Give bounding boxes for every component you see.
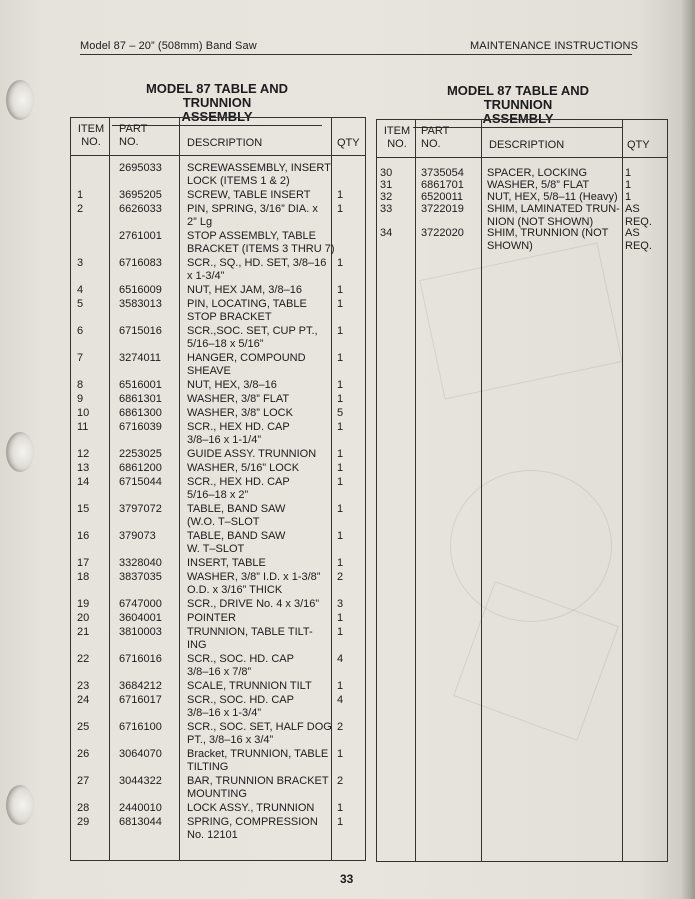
header-divider xyxy=(377,157,667,158)
item-number: 12 xyxy=(77,448,90,460)
part-number: 3274011 xyxy=(119,352,162,364)
part-description: SHIM, TRUNNION (NOT SHOWN) xyxy=(487,227,609,252)
part-number: 6861300 xyxy=(119,407,162,419)
item-number: 31 xyxy=(380,179,393,191)
quantity: 5 xyxy=(337,407,344,419)
part-number: 6861200 xyxy=(119,462,162,474)
part-number: 3328040 xyxy=(119,557,162,569)
item-number: 29 xyxy=(77,816,90,828)
col-header-description: DESCRIPTION xyxy=(187,137,263,149)
quantity: 1 xyxy=(337,257,344,269)
page-edge-shadow xyxy=(681,0,695,899)
part-description: SPACER, LOCKING xyxy=(487,167,588,179)
part-number: 3797072 xyxy=(119,503,162,515)
item-number: 22 xyxy=(77,653,90,665)
part-description: SCR.,SOC. SET, CUP PT., 5/16–18 x 5/16” xyxy=(187,325,318,350)
part-number: 6715016 xyxy=(119,325,162,337)
quantity: AS REQ. xyxy=(625,203,652,228)
part-description: STOP ASSEMBLY, TABLE BRACKET (ITEMS 3 THRU 7) xyxy=(187,230,335,255)
item-number: 7 xyxy=(77,352,84,364)
quantity: 3 xyxy=(337,598,344,610)
part-description: POINTER xyxy=(187,612,236,624)
quantity: 1 xyxy=(337,284,344,296)
item-number: 15 xyxy=(77,503,90,515)
item-number: 16 xyxy=(77,530,90,542)
part-description: PIN, LOCATING, TABLE STOP BRACKET xyxy=(187,298,307,323)
left-title-line1: MODEL 87 TABLE AND TRUNNION xyxy=(145,81,289,110)
quantity: 4 xyxy=(337,653,344,665)
item-number: 1 xyxy=(77,189,84,201)
part-description: SCR., SOC. SET, HALF DOG PT., 3/8–16 x 3/4” xyxy=(187,721,332,746)
part-description: INSERT, TABLE xyxy=(187,557,266,569)
part-description: SCREWASSEMBLY, INSERT LOCK (ITEMS 1 & 2) xyxy=(187,162,331,187)
part-number: 6626033 xyxy=(119,203,162,215)
item-number: 13 xyxy=(77,462,90,474)
part-description: WASHER, 3/8” LOCK xyxy=(187,407,293,419)
part-description: SHIM, LAMINATED TRUN- NION (NOT SHOWN) xyxy=(487,203,620,228)
right-title-line1: MODEL 87 TABLE AND TRUNNION xyxy=(446,83,590,112)
quantity: 1 xyxy=(337,448,344,460)
quantity: 1 xyxy=(625,167,632,179)
part-description: TABLE, BAND SAW (W.O. T–SLOT xyxy=(187,503,286,528)
quantity: 1 xyxy=(337,189,344,201)
part-description: GUIDE ASSY. TRUNNION xyxy=(187,448,317,460)
item-number: 26 xyxy=(77,748,90,760)
part-description: WASHER, 3/8” FLAT xyxy=(187,393,290,405)
item-number: 19 xyxy=(77,598,90,610)
quantity: 1 xyxy=(625,179,632,191)
item-number: 32 xyxy=(380,191,393,203)
quantity: 1 xyxy=(337,626,344,638)
part-description: SCR., SOC. HD. CAP 3/8–16 x 7/8” xyxy=(187,653,294,678)
col-header-part: PART NO. xyxy=(119,123,148,148)
part-number: 2253025 xyxy=(119,448,162,460)
col-divider xyxy=(179,118,180,860)
page-number: 33 xyxy=(340,872,354,886)
item-number: 18 xyxy=(77,571,90,583)
item-number: 14 xyxy=(77,476,90,488)
part-number: 2695033 xyxy=(119,162,162,174)
item-number: 5 xyxy=(77,298,84,310)
part-number: 6747000 xyxy=(119,598,162,610)
part-description: SCR., DRIVE No. 4 x 3/16” xyxy=(187,598,320,610)
col-divider xyxy=(622,120,623,861)
header-left: Model 87 – 20” (508mm) Band Saw xyxy=(80,40,257,52)
quantity: 1 xyxy=(337,680,344,692)
item-number: 27 xyxy=(77,775,90,787)
item-number: 34 xyxy=(380,227,393,239)
part-number: 3044322 xyxy=(119,775,162,787)
part-description: SPRING, COMPRESSION No. 12101 xyxy=(187,816,318,841)
part-description: SCR., HEX HD. CAP 3/8–16 x 1-1/4” xyxy=(187,421,290,446)
item-number: 25 xyxy=(77,721,90,733)
part-description: WASHER, 5/16” LOCK xyxy=(187,462,300,474)
header-right: MAINTENANCE INSTRUCTIONS xyxy=(470,40,639,52)
part-description: Bracket, TRUNNION, TABLE TILTING xyxy=(187,748,329,773)
part-number: 2761001 xyxy=(119,230,162,242)
col-header-qty: QTY xyxy=(337,137,360,149)
item-number: 6 xyxy=(77,325,84,337)
quantity: 1 xyxy=(337,352,344,364)
item-number: 3 xyxy=(77,257,84,269)
quantity: 1 xyxy=(337,393,344,405)
col-divider xyxy=(415,120,416,861)
item-number: 21 xyxy=(77,626,90,638)
part-number: 6516009 xyxy=(119,284,162,296)
item-number: 11 xyxy=(77,421,89,433)
part-number: 379073 xyxy=(119,530,156,542)
quantity: 1 xyxy=(337,203,344,215)
col-header-item: ITEM NO. xyxy=(383,125,411,150)
quantity: AS REQ. xyxy=(625,227,652,252)
item-number: 24 xyxy=(77,694,90,706)
quantity: 1 xyxy=(337,503,344,515)
item-number: 17 xyxy=(77,557,90,569)
part-number: 3837035 xyxy=(119,571,162,583)
quantity: 1 xyxy=(337,748,344,760)
col-header-item: ITEM NO. xyxy=(77,123,105,148)
item-number: 33 xyxy=(380,203,393,215)
quantity: 1 xyxy=(337,476,344,488)
part-description: SCREW, TABLE INSERT xyxy=(187,189,311,201)
item-number: 2 xyxy=(77,203,84,215)
col-header-qty: QTY xyxy=(627,139,650,151)
item-number: 23 xyxy=(77,680,90,692)
part-number: 6813044 xyxy=(119,816,162,828)
quantity: 1 xyxy=(337,421,344,433)
part-description: NUT, HEX JAM, 3/8–16 xyxy=(187,284,302,296)
part-description: TRUNNION, TABLE TILT- ING xyxy=(187,626,313,651)
part-number: 2440010 xyxy=(119,802,162,814)
right-parts-table xyxy=(376,119,668,862)
part-description: BAR, TRUNNION BRACKET MOUNTING xyxy=(187,775,329,800)
item-number: 9 xyxy=(77,393,84,405)
part-number: 6716017 xyxy=(119,694,162,706)
part-number: 3722019 xyxy=(421,203,464,215)
part-description: LOCK ASSY., TRUNNION xyxy=(187,802,315,814)
quantity: 1 xyxy=(337,325,344,337)
part-description: TABLE, BAND SAW W. T–SLOT xyxy=(187,530,286,555)
part-number: 6716016 xyxy=(119,653,162,665)
part-description: PIN, SPRING, 3/16” DIA. x 2” Lg xyxy=(187,203,318,228)
quantity: 1 xyxy=(625,191,632,203)
col-divider xyxy=(109,118,110,860)
part-number: 6716039 xyxy=(119,421,162,433)
quantity: 1 xyxy=(337,816,344,828)
quantity: 1 xyxy=(337,298,344,310)
quantity: 2 xyxy=(337,721,344,733)
part-number: 6716100 xyxy=(119,721,162,733)
col-divider xyxy=(481,120,482,861)
part-number: 6715044 xyxy=(119,476,162,488)
part-description: HANGER, COMPOUND SHEAVE xyxy=(187,352,306,377)
part-number: 3695205 xyxy=(119,189,162,201)
item-number: 10 xyxy=(77,407,90,419)
header-divider xyxy=(71,155,365,156)
part-description: NUT, HEX, 3/8–16 xyxy=(187,379,277,391)
quantity: 1 xyxy=(337,557,344,569)
part-description: SCALE, TRUNNION TILT xyxy=(187,680,312,692)
quantity: 1 xyxy=(337,612,344,624)
header-rule xyxy=(80,54,632,55)
item-number: 8 xyxy=(77,379,84,391)
quantity: 2 xyxy=(337,775,344,787)
part-number: 3810003 xyxy=(119,626,162,638)
part-number: 3684212 xyxy=(119,680,162,692)
part-number: 6716083 xyxy=(119,257,162,269)
part-number: 6861701 xyxy=(421,179,464,191)
quantity: 1 xyxy=(337,462,344,474)
part-number: 3604001 xyxy=(119,612,162,624)
part-description: SCR., HEX HD. CAP 5/16–18 x 2” xyxy=(187,476,290,501)
part-number: 3735054 xyxy=(421,167,464,179)
col-header-description: DESCRIPTION xyxy=(489,139,565,151)
part-number: 6520011 xyxy=(421,191,464,203)
item-number: 4 xyxy=(77,284,84,296)
part-description: NUT, HEX, 5/8–11 (Heavy) xyxy=(487,191,618,203)
quantity: 1 xyxy=(337,802,344,814)
left-parts-table xyxy=(70,117,366,861)
part-description: SCR., SOC. HD. CAP 3/8–16 x 1-3/4” xyxy=(187,694,294,719)
part-description: WASHER, 5/8” FLAT xyxy=(487,179,590,191)
part-description: SCR., SQ., HD. SET, 3/8–16 x 1-3/4” xyxy=(187,257,327,282)
binder-hole-icon xyxy=(6,432,34,472)
item-number: 30 xyxy=(380,167,393,179)
item-number: 28 xyxy=(77,802,90,814)
left-title-line2: ASSEMBLY xyxy=(181,109,253,124)
part-number: 6516001 xyxy=(119,379,162,391)
quantity: 2 xyxy=(337,571,344,583)
item-number: 20 xyxy=(77,612,90,624)
col-header-part: PART NO. xyxy=(421,125,450,150)
right-title-line2: ASSEMBLY xyxy=(482,111,554,126)
quantity: 1 xyxy=(337,530,344,542)
quantity: 1 xyxy=(337,379,344,391)
part-description: WASHER, 3/8” I.D. x 1-3/8” O.D. x 3/16” THICK xyxy=(187,571,321,596)
quantity: 4 xyxy=(337,694,344,706)
binder-hole-icon xyxy=(6,785,34,825)
part-number: 3722020 xyxy=(421,227,464,239)
part-number: 6861301 xyxy=(119,393,162,405)
part-number: 3064070 xyxy=(119,748,162,760)
part-number: 3583013 xyxy=(119,298,162,310)
binder-hole-icon xyxy=(6,80,34,120)
